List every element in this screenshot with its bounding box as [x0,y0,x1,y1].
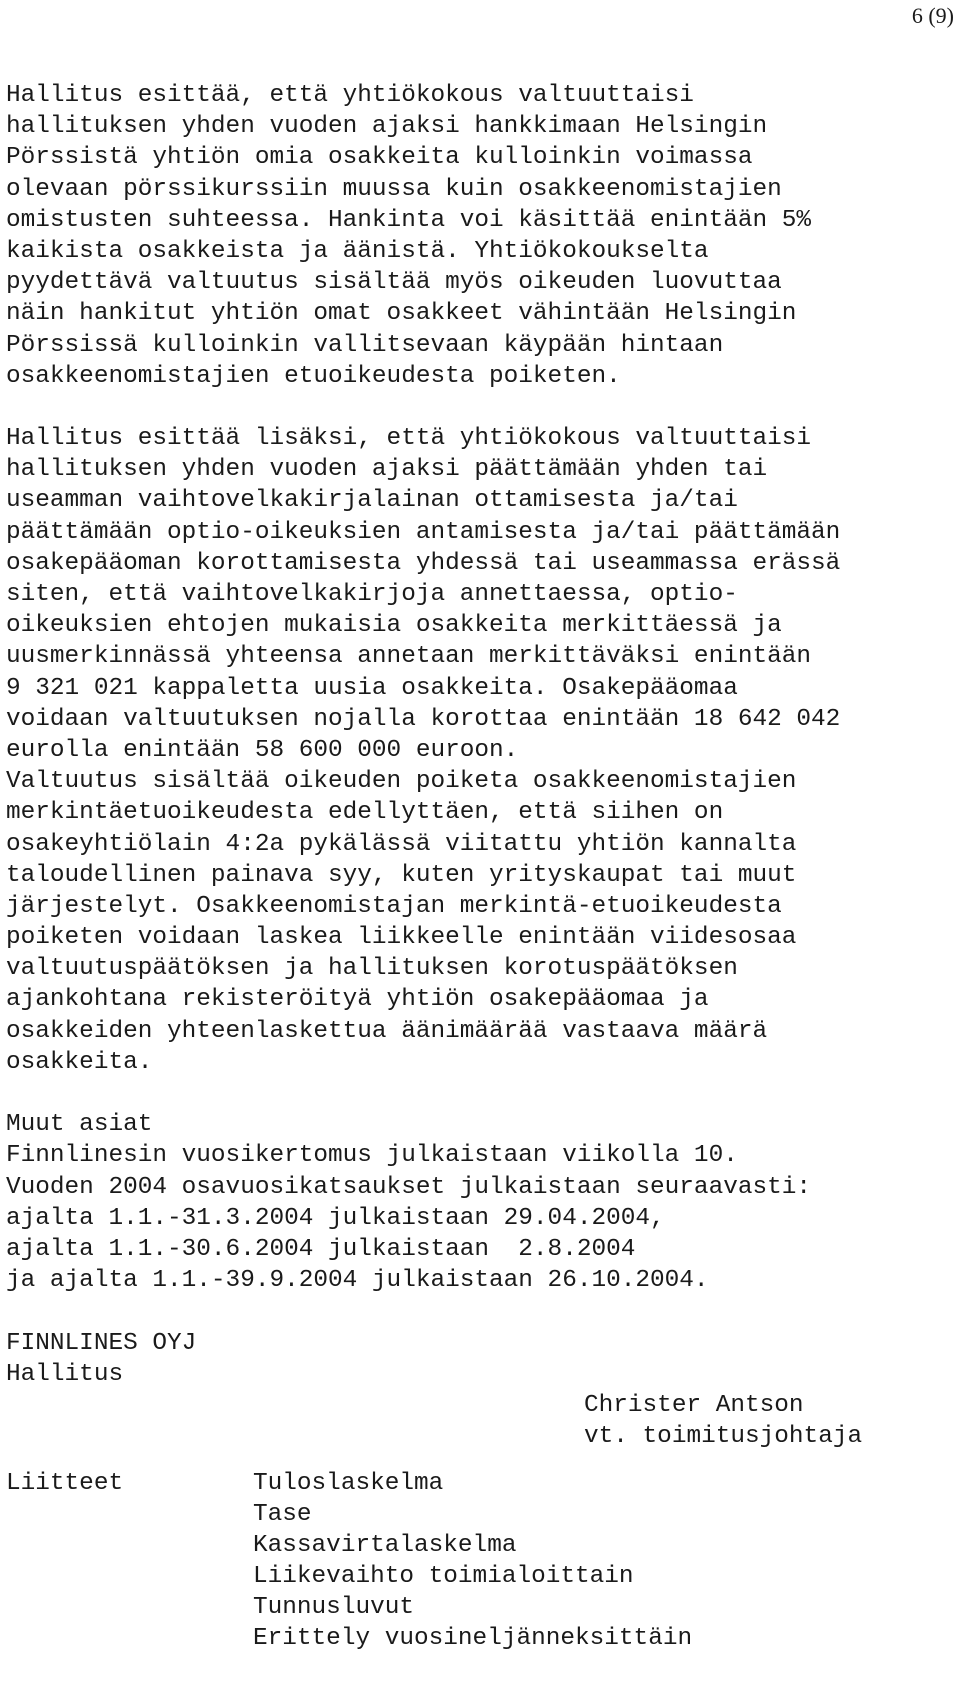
page-number: 6 (9) [911,3,954,28]
document-body [6,80,956,1668]
text-line: Pörssissä kulloinkin vallitsevaan käypään hintaan [6,331,724,359]
signing-body: Hallitus [6,1360,124,1388]
company-name: FINNLINES OYJ [6,1329,197,1357]
text-line: hallituksen yhden vuoden ajaksi päättämään yhden tai [6,456,768,484]
text-line: oikeuksien ehtojen mukaisia osakkeita merkittäessä ja [6,612,782,640]
text-line: Pörssistä yhtiön omia osakkeita kulloinkin voimassa [6,144,753,172]
attachment-item: Tunnusluvut [253,1594,415,1622]
text-line: siten, että vaihtovelkakirjoja annettaessa, optio- [6,581,738,608]
text-line: osakkeiden yhteenlaskettua äänimäärää vastaava määrä [6,1017,768,1045]
text-line: merkintäetuoikeudesta edellyttäen, että siihen on [6,799,724,827]
other-matters-section [6,1109,956,1296]
text-line: osakeyhtiölain 4:2a pykälässä viitattu yhtiön kannalta [6,830,797,858]
attachments-section [6,1468,956,1668]
attachment-item: Tuloslaskelma [253,1469,444,1497]
text-line: järjestelyt. Osakkeenomistajan merkintä-etuoikeudesta [6,892,782,920]
attachment-item: Kassavirtalaskelma [253,1531,517,1559]
text-line: Hallitus esittää lisäksi, että yhtiökokous valtuuttaisi [6,425,812,453]
attachment-item: Erittely vuosineljänneksittäin [253,1625,693,1653]
paragraph-convertible-loans [6,423,956,1078]
text-line: Vuoden 2004 osavuosikatsaukset julkaistaan seuraavasti: [6,1173,812,1201]
attachments-label: Liitteet [6,1469,124,1497]
text-line: osakkeita. [6,1048,153,1076]
text-line: pyydettävä valtuutus sisältää myös oikeuden luovuttaa [6,269,782,297]
text-line: taloudellinen painava syy, kuten yrityskaupat tai muut [6,861,797,889]
text-line: näin hankitut yhtiön omat osakkeet vähintään Helsingin [6,300,797,328]
text-line: päättämään optio-oikeuksien antamisesta ja/tai päättämään [6,518,841,546]
text-line: 9 321 021 kappaletta uusia osakkeita. Osakepääomaa [6,674,738,702]
text-line: ajankohtana rekisteröityä yhtiön osakepääomaa ja [6,986,709,1014]
text-line: osakepääoman korottamisesta yhdessä tai useammassa erässä [6,549,841,577]
text-line: hallituksen yhden vuoden ajaksi hankkimaan Helsingin [6,113,768,141]
text-line: useamman vaihtovelkakirjalainan ottamisesta ja/tai [6,487,738,515]
text-line: ajalta 1.1.-31.3.2004 julkaistaan 29.04.2004, [6,1204,665,1232]
attachment-item: Liikevaihto toimialoittain [253,1563,634,1591]
text-line: Finnlinesin vuosikertomus julkaistaan viikolla 10. [6,1142,738,1170]
paragraph-share-buyback [6,80,956,392]
text-line: valtuutuspäätöksen ja hallituksen korotuspäätöksen [6,955,738,983]
text-line: osakkeenomistajien etuoikeudesta poiketen. [6,362,621,390]
text-line: ajalta 1.1.-30.6.2004 julkaistaan 2.8.2004 [6,1235,636,1263]
text-line: uusmerkinnässä yhteensa annetaan merkittäväksi enintään [6,643,812,671]
section-heading: Muut asiat [6,1111,153,1139]
text-line: Valtuutus sisältää oikeuden poiketa osakkeenomistajien [6,768,797,796]
text-line: poiketen voidaan laskea liikkeelle enintään viidesosaa [6,924,797,952]
text-line: kaikista osakkeista ja äänistä. Yhtiökokoukselta [6,237,709,265]
signer-title: vt. toimitusjohtaja [584,1422,863,1450]
signature-block [6,1328,956,1452]
text-line: ja ajalta 1.1.-39.9.2004 julkaistaan 26.10.2004. [6,1267,709,1295]
text-line: eurolla enintään 58 600 000 euroon. [6,736,519,764]
text-line: omistusten suhteessa. Hankinta voi käsittää enintään 5% [6,206,812,234]
attachments-list [253,1468,692,1655]
attachment-item: Tase [253,1500,312,1528]
signer-name: Christer Antson [584,1391,804,1419]
text-line: voidaan valtuutuksen nojalla korottaa enintään 18 642 042 [6,705,841,733]
text-line: Hallitus esittää, että yhtiökokous valtuuttaisi [6,82,694,109]
text-line: olevaan pörssikurssiin muussa kuin osakkeenomistajien [6,175,782,203]
